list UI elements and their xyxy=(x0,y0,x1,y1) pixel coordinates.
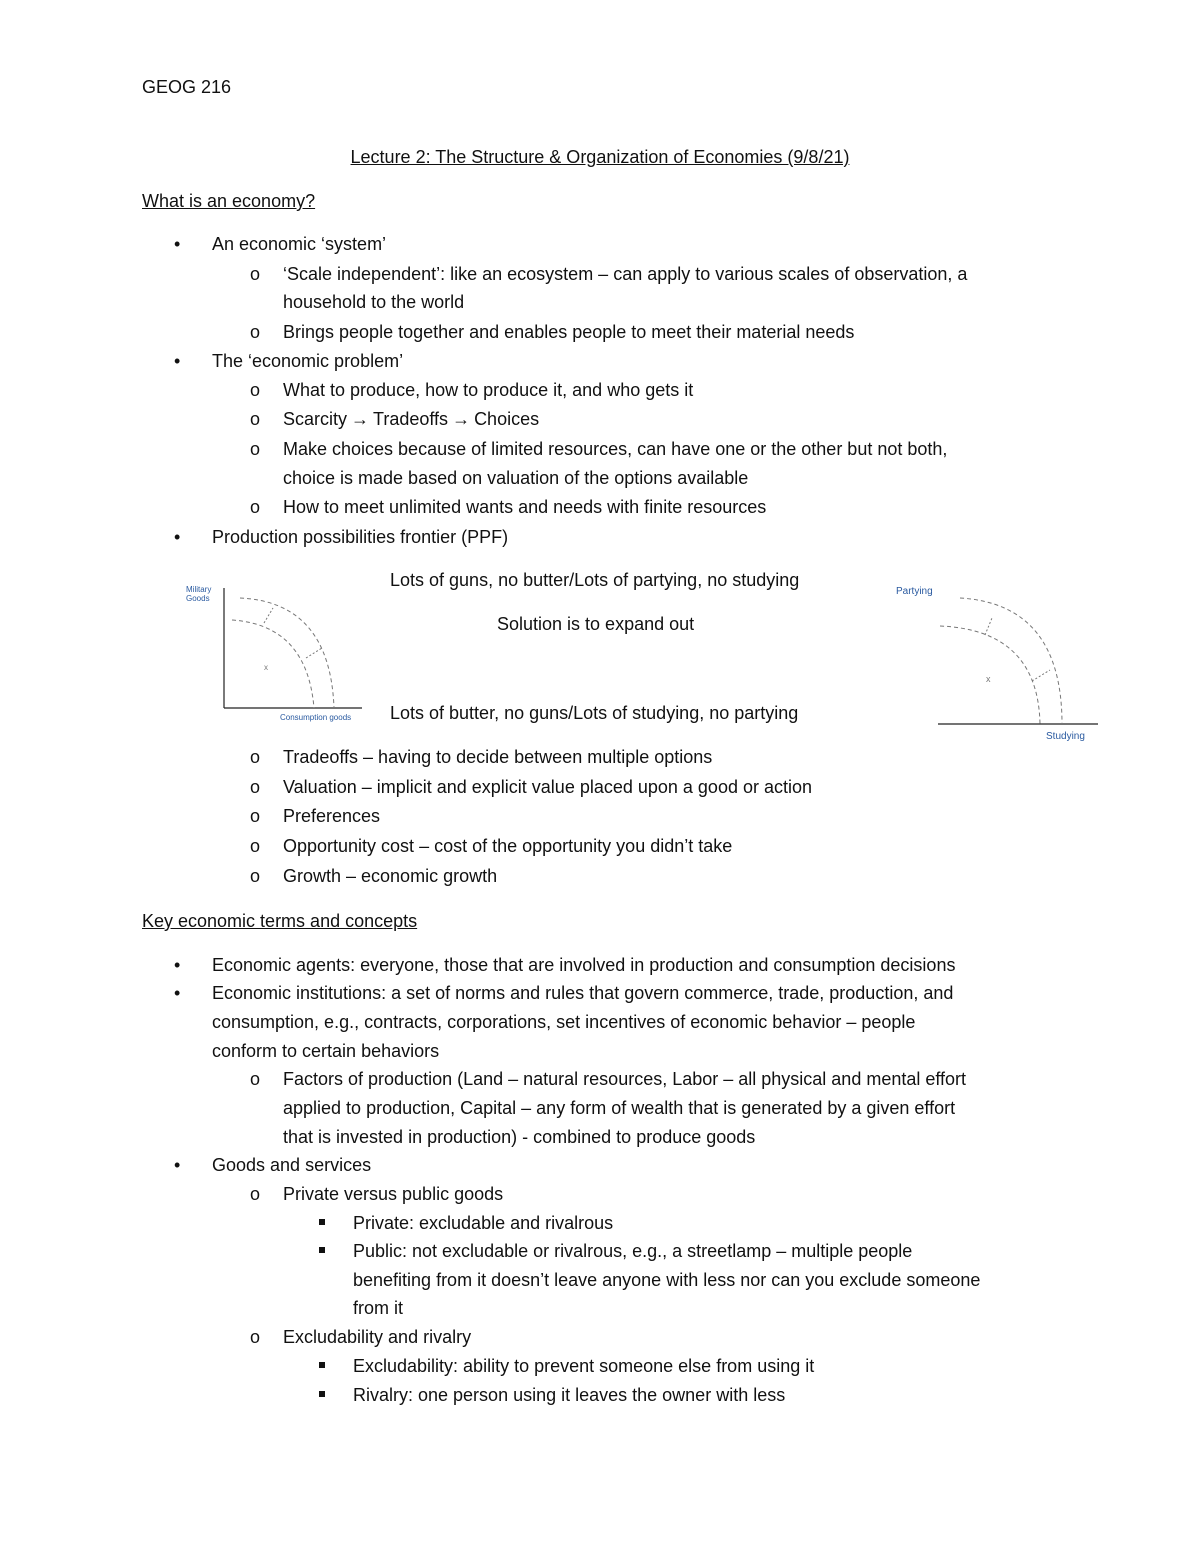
list-item: Economic institutions: a set of norms and rules that govern commerce, trade, production, and xyxy=(212,983,954,1003)
ppf-note-top: Lots of guns, no butter/Lots of partying, no studying xyxy=(390,570,800,590)
axis-label-y: Military xyxy=(186,585,212,594)
list-item: Factors of production (Land – natural resources, Labor – all physical and mental effort xyxy=(283,1069,967,1089)
course-code: GEOG 216 xyxy=(142,77,232,97)
sub-bullet: o xyxy=(250,866,261,886)
lecture-title: Lecture 2: The Structure & Organization of Economies (9/8/21) xyxy=(350,147,850,167)
sub-bullet: o xyxy=(250,1069,261,1089)
list-item-cont: consumption, e.g., contracts, corporations, set incentives of economic behavior – people xyxy=(212,1012,916,1032)
list-item-cont: from it xyxy=(353,1298,404,1318)
point-mark: x xyxy=(986,674,991,684)
square-bullet-icon xyxy=(319,1391,325,1397)
list-item-cont: benefiting from it doesn’t leave anyone with less nor can you exclude someone xyxy=(353,1270,981,1290)
list-item-cont: applied to production, Capital – any form of wealth that is generated by a given effort xyxy=(283,1098,956,1118)
square-bullet-icon xyxy=(319,1362,325,1368)
list-item: Growth – economic growth xyxy=(283,866,498,886)
sub-bullet: o xyxy=(250,806,261,826)
square-bullet-icon xyxy=(319,1219,325,1225)
list-item: Production possibilities frontier (PPF) xyxy=(212,527,509,547)
list-item: Valuation – implicit and explicit value placed upon a good or action xyxy=(283,777,813,797)
list-item-cont: conform to certain behaviors xyxy=(212,1041,440,1061)
sub-bullet: o xyxy=(250,1184,261,1204)
sub-bullet: o xyxy=(250,836,261,856)
sub-bullet: o xyxy=(250,264,261,284)
list-item: The ‘economic problem’ xyxy=(212,351,404,371)
section-heading-key-terms: Key economic terms and concepts xyxy=(142,911,418,931)
sub-bullet: o xyxy=(250,747,261,767)
bullet-dot: • xyxy=(174,527,181,547)
point-mark: x xyxy=(264,663,268,672)
arrow-right-icon: → xyxy=(351,409,370,429)
list-item: Private versus public goods xyxy=(283,1184,504,1204)
sub-bullet: o xyxy=(250,322,261,342)
chain-word: Scarcity xyxy=(283,409,348,429)
sub-bullet: o xyxy=(250,497,261,517)
axis-label-y: Partying xyxy=(896,586,933,597)
list-item: Brings people together and enables people to meet their material needs xyxy=(283,322,855,342)
axis-label-y: Goods xyxy=(186,594,210,603)
axis-label-x: Consumption goods xyxy=(280,713,352,722)
square-bullet-icon xyxy=(319,1247,325,1253)
list-item: Excludability and rivalry xyxy=(283,1327,472,1347)
sub-bullet: o xyxy=(250,1327,261,1347)
list-item-cont: household to the world xyxy=(283,292,465,312)
list-item-cont: choice is made based on valuation of the options available xyxy=(283,468,749,488)
list-item: Private: excludable and rivalrous xyxy=(353,1213,614,1233)
bullet-dot: • xyxy=(174,351,181,371)
list-item: Tradeoffs – having to decide between multiple options xyxy=(283,747,713,767)
list-item: Rivalry: one person using it leaves the owner with less xyxy=(353,1385,786,1405)
scarcity-chain xyxy=(283,408,539,430)
sub-bullet: o xyxy=(250,777,261,797)
list-item: Public: not excludable or rivalrous, e.g., a streetlamp – multiple people xyxy=(353,1241,913,1261)
list-item: An economic ‘system’ xyxy=(212,234,387,254)
ppf-note-mid: Solution is to expand out xyxy=(497,614,695,634)
bullet-dot: • xyxy=(174,955,181,975)
bullet-dot: • xyxy=(174,234,181,254)
sub-bullet: o xyxy=(250,439,261,459)
chain-word: Tradeoffs xyxy=(373,409,449,429)
list-item: ‘Scale independent’: like an ecosystem – can apply to various scales of observation, a xyxy=(283,264,968,284)
sub-bullet: o xyxy=(250,409,261,429)
ppf-diagram-partying-studying xyxy=(890,578,1110,748)
list-item: Opportunity cost – cost of the opportunity you didn’t take xyxy=(283,836,733,856)
chain-word: Choices xyxy=(474,409,540,429)
bullet-dot: • xyxy=(174,983,181,1003)
ppf-diagram-military-consumption xyxy=(182,580,372,725)
axis-label-x: Studying xyxy=(1046,731,1085,742)
list-item: Economic agents: everyone, those that are involved in production and consumption decisions xyxy=(212,955,956,975)
list-item: Make choices because of limited resources, can have one or the other but not both, xyxy=(283,439,948,459)
arrow-right-icon: → xyxy=(452,409,471,429)
list-item-cont: that is invested in production) - combined to produce goods xyxy=(283,1127,756,1147)
ppf-note-bottom: Lots of butter, no guns/Lots of studying, no partying xyxy=(390,703,799,723)
list-item: How to meet unlimited wants and needs with finite resources xyxy=(283,497,767,517)
list-item: Preferences xyxy=(283,806,381,826)
sub-bullet: o xyxy=(250,380,261,400)
section-heading-economy: What is an economy? xyxy=(142,191,316,211)
list-item: What to produce, how to produce it, and who gets it xyxy=(283,380,694,400)
list-item: Excludability: ability to prevent someone else from using it xyxy=(353,1356,815,1376)
bullet-dot: • xyxy=(174,1155,181,1175)
list-item: Goods and services xyxy=(212,1155,372,1175)
